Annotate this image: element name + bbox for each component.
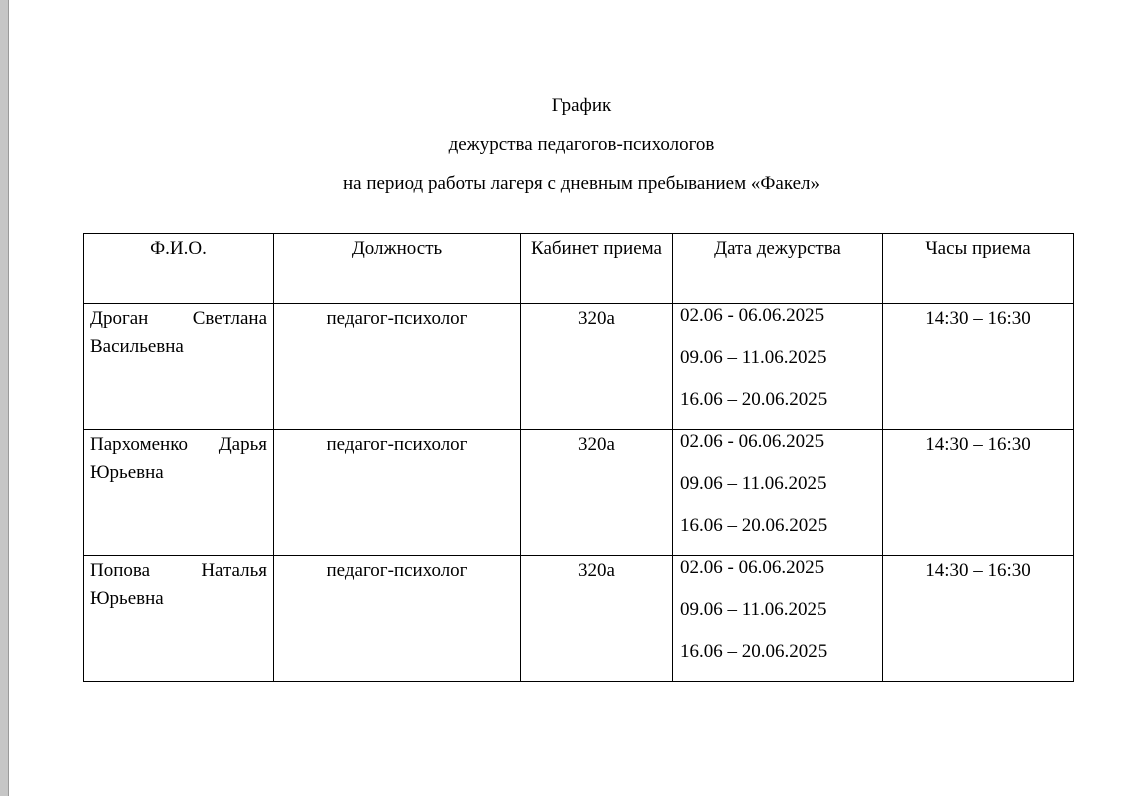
cell-room: 320а xyxy=(521,304,673,430)
duty-date: 02.06 - 06.06.2025 xyxy=(680,305,825,326)
document-page xyxy=(9,0,1127,796)
cell-room: 320а xyxy=(521,556,673,682)
fio-name: Дарья xyxy=(218,434,267,455)
document-subtitle-period: на период работы лагеря с дневным пребыванием «Факел» xyxy=(342,173,820,194)
fio-patronymic: Васильевна xyxy=(90,336,184,357)
cell-position: педагог-психолог xyxy=(274,556,521,682)
fio-surname: Попова xyxy=(90,560,151,581)
duty-date: 16.06 – 20.06.2025 xyxy=(680,389,828,410)
table-row xyxy=(84,304,1074,430)
cell-fio xyxy=(84,556,274,682)
viewer-left-edge xyxy=(0,0,8,796)
duty-date: 09.06 – 11.06.2025 xyxy=(680,473,827,494)
cell-dates xyxy=(673,304,883,430)
duty-schedule-table xyxy=(83,233,1074,682)
cell-hours: 14:30 – 16:30 xyxy=(883,304,1074,430)
cell-fio xyxy=(84,304,274,430)
header-position: Должность xyxy=(274,234,521,304)
duty-date: 09.06 – 11.06.2025 xyxy=(680,347,827,368)
cell-room: 320а xyxy=(521,430,673,556)
table-row xyxy=(84,556,1074,682)
fio-name: Наталья xyxy=(201,560,267,581)
cell-dates xyxy=(673,556,883,682)
header-hours: Часы приема xyxy=(883,234,1074,304)
header-fio: Ф.И.О. xyxy=(84,234,274,304)
cell-position: педагог-психолог xyxy=(274,304,521,430)
cell-fio xyxy=(84,430,274,556)
duty-date: 02.06 - 06.06.2025 xyxy=(680,431,825,452)
table-row xyxy=(84,430,1074,556)
cell-hours: 14:30 – 16:30 xyxy=(883,556,1074,682)
table-header-row xyxy=(84,234,1074,304)
cell-dates xyxy=(673,430,883,556)
header-date: Дата дежурства xyxy=(673,234,883,304)
duty-date: 16.06 – 20.06.2025 xyxy=(680,641,828,662)
duty-date: 02.06 - 06.06.2025 xyxy=(680,557,825,578)
duty-date: 09.06 – 11.06.2025 xyxy=(680,599,827,620)
fio-patronymic: Юрьевна xyxy=(90,462,164,483)
document-title: График xyxy=(551,95,612,116)
document-subtitle: дежурства педагогов-психологов xyxy=(448,134,715,155)
header-room: Кабинет приема xyxy=(521,234,673,304)
duty-date: 16.06 – 20.06.2025 xyxy=(680,515,828,536)
cell-position: педагог-психолог xyxy=(274,430,521,556)
fio-name: Светлана xyxy=(192,308,267,329)
fio-patronymic: Юрьевна xyxy=(90,588,164,609)
fio-surname: Дроган xyxy=(90,308,149,329)
cell-hours: 14:30 – 16:30 xyxy=(883,430,1074,556)
fio-surname: Пархоменко xyxy=(90,434,188,455)
